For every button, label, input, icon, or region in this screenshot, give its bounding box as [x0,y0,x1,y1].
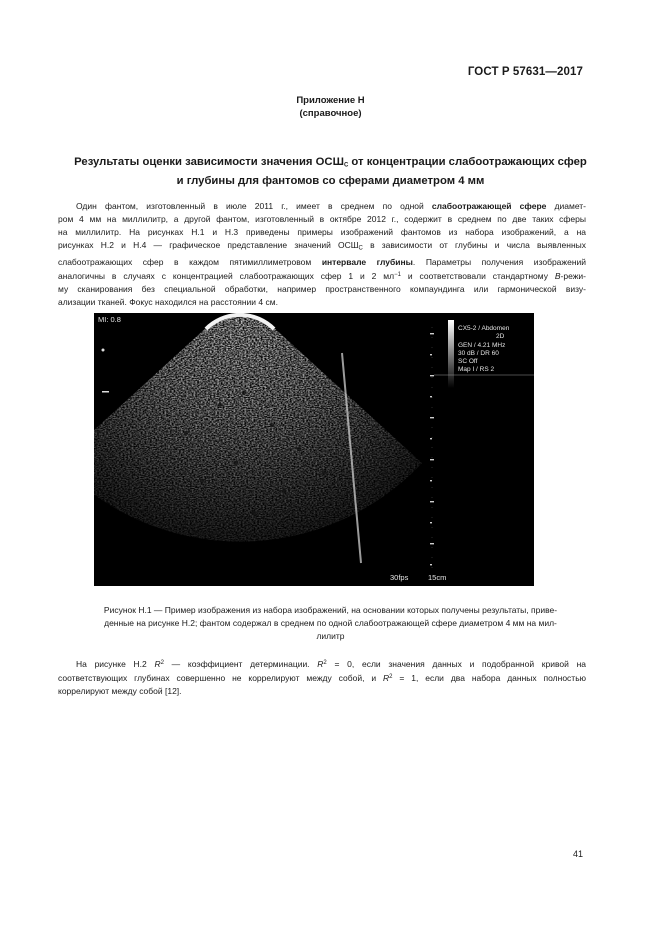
hypoechoic-sphere [200,479,204,483]
frequency-label: GEN / 4.21 MHz [458,342,506,349]
paragraph-intro [58,200,586,309]
depth-tick [430,375,434,376]
map-label: Map I / RS 2 [458,366,495,373]
paragraph-r2 [58,657,586,698]
page-number: 41 [572,849,583,859]
probe-label: CX5-2 / Abdomen [458,325,510,332]
paragraph-line: му сканирования без специальной обработки, например пространственного компаундинга или гармонической визу- [58,283,586,294]
depth-tick [430,564,432,565]
paragraph-line: коррелируют между собой [12]. [58,686,182,696]
paragraph-line: рисунках Н.2 и Н.4 — графическое представление значений $ОСШ_С$ в зависимости от глубины и числа выявленных [58,240,586,252]
sc-label: SC Off [458,358,478,365]
depth-marker [102,349,105,352]
hypoechoic-sphere [234,461,238,465]
hypoechoic-sphere [184,431,188,435]
hypoechoic-sphere [218,403,222,407]
gray-scale-bar [448,320,454,388]
standard-header: ГОСТ Р 57631—2017 [467,66,583,78]
hypoechoic-sphere [270,423,274,427]
depth-tick [430,396,432,397]
paragraph-line: аналогичны в случаях с концентрацией слабоотражающих сфер 1 и 2 $мл^{-1}$ и соответствовали стандартному В-режи- [58,270,586,281]
depth-tick [430,333,434,334]
depth-tick [430,438,432,439]
hypoechoic-sphere [322,471,326,475]
hypoechoic-sphere [242,391,246,395]
depth-marker [102,391,109,393]
section-title [50,155,611,189]
depth-readout: 15cm [428,573,447,582]
depth-tick [430,354,432,355]
annex-label: Приложение Н [296,95,365,106]
title-line-1: Результаты оценки зависимости значения $ОСШ_С$ от концентрации слабоотражающих сфер [74,156,587,169]
depth-tick [430,543,434,544]
gain-label: 30 dB / DR 60 [458,350,499,357]
ultrasound-scan [94,313,534,586]
depth-tick [430,480,432,481]
mode-label: 2D [496,333,505,340]
figure-caption: Рисунок Н.1 — Пример изображения из набора изображений, на основании которых получены результаты, приве- денные на рисунке Н.2; фантом содержал в среднем по одной слабоотражающей сфере диаметром 4 мм на мил- лилитр [103,605,558,641]
annex-status: (справочное) [299,108,362,119]
depth-tick [430,522,432,523]
paragraph-line: Один фантом, изготовленный в июле 2011 г., имеет в среднем по одной слабоотражающей сфере диамет- [76,201,587,211]
depth-tick [430,459,434,460]
title-line-2: и глубины для фантомов со сферами диаметром 4 мм [176,174,485,187]
paragraph-line: на миллилитр. На рисунках Н.1 и Н.3 приведены примеры изображений фантомов из набора изображений, а на [58,227,586,237]
paragraph-line: ром 4 мм на миллилитр, а другой фантом, изготовленный в октябре 2012 г., содержит в среднем по две таких сферы [58,214,586,224]
mi-readout: MI: 0.8 [98,315,121,324]
paragraph-line: слабоотражающих сфер в каждом пятимиллиметровом интервале глубины. Параметры получения изображений [58,256,587,267]
depth-tick [430,501,434,502]
hypoechoic-sphere [297,447,301,451]
paragraph-line: ализации тканей. Фокус находился на расстоянии 4 см. [58,296,278,307]
ultrasound-image [94,313,534,586]
paragraph-line: соответствующих глубинах совершенно не коррелируют между собой, и $R^2 = 1$, если два набора данных полностью [58,673,586,683]
paragraph-line: На рисунке Н.2 $R^2$ — коэффициент детерминации. $R^2 = 0$, если значения данных и подобранной кривой на [76,659,587,669]
hypoechoic-sphere [282,489,286,493]
hypoechoic-sphere [252,511,256,515]
frame-rate-readout: 30fps [390,573,409,582]
depth-tick [430,417,434,418]
